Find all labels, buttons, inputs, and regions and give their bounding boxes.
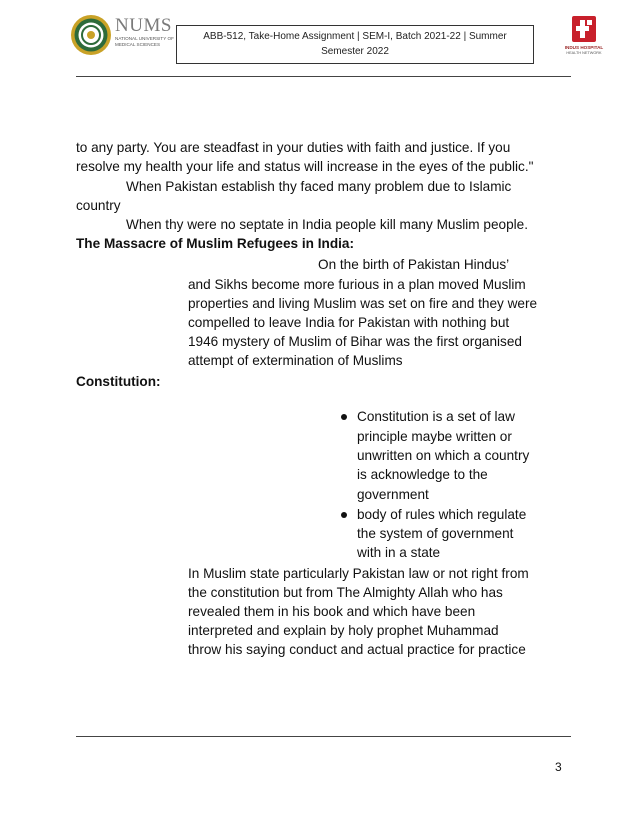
massacre-line-2: and Sikhs become more furious in a plan moved Muslim (188, 277, 526, 292)
closing-line-4: interpreted and explain by holy prophet Muhammad (188, 623, 499, 638)
assignment-header-line-1: ABB-512, Take-Home Assignment | SEM-I, Batch 2021-22 | Summer (203, 31, 507, 42)
quote-line-2: resolve my health your life and status will increase in the eyes of the public." (76, 159, 534, 174)
nums-seal-icon (70, 14, 112, 56)
assignment-header-line-2: Semester 2022 (321, 46, 389, 57)
paragraph-1-line-2: country (76, 198, 121, 213)
massacre-line-6: attempt of extermination of Muslims (188, 353, 403, 368)
bullet-2-line-2: the system of government (357, 526, 514, 541)
bullet-1-line-3: unwritten on which a country (357, 448, 530, 463)
massacre-line-4: compelled to leave India for Pakistan with nothing but (188, 315, 510, 330)
massacre-line-3: properties and living Muslim was set on fire and they were (188, 296, 538, 311)
nums-logo (70, 14, 174, 56)
closing-line-1: In Muslim state particularly Pakistan law or not right from (188, 566, 529, 581)
closing-line-5: throw his saying conduct and actual practice for practice (188, 642, 526, 657)
indus-logo (560, 14, 608, 58)
nums-subtitle: NATIONAL UNIVERSITY OF MEDICAL SCIENCES (115, 36, 174, 47)
indus-name: INDUS HOSPITAL (564, 45, 604, 50)
massacre-heading: The Massacre of Muslim Refugees in India: (76, 236, 354, 251)
constitution-heading: Constitution: (76, 374, 161, 389)
bullet-2-line-3: with in a state (357, 545, 441, 560)
indus-cross-icon (560, 14, 608, 44)
bullet-1-line-5: government (357, 487, 429, 502)
massacre-line-1: On the birth of Pakistan Hindus’ (318, 257, 510, 272)
paragraph-2: When thy were no septate in India people kill many Muslim people. (126, 217, 528, 232)
footer-rule (76, 736, 571, 737)
bullet-2-dot (341, 512, 347, 518)
page-number: 3 (555, 760, 562, 774)
header-rule (76, 76, 571, 77)
assignment-header (176, 25, 534, 64)
closing-line-2: the constitution but from The Almighty Allah who has (188, 585, 503, 600)
bullet-1-line-1: Constitution is a set of law (357, 409, 515, 424)
bullet-1-line-4: is acknowledge to the (357, 467, 488, 482)
paragraph-1-line-1: When Pakistan establish thy faced many problem due to Islamic (126, 179, 512, 194)
massacre-line-5: 1946 mystery of Muslim of Bihar was the first organised (188, 334, 522, 349)
indus-tagline: HEALTH NETWORK (566, 51, 602, 55)
closing-line-3: revealed them in his book and which have been (188, 604, 476, 619)
bullet-1-dot (341, 414, 347, 420)
bullet-2-line-1: body of rules which regulate (357, 507, 527, 522)
nums-name: NUMS (115, 15, 172, 36)
quote-line-1: to any party. You are steadfast in your duties with faith and justice. If you (76, 140, 511, 155)
bullet-1-line-2: principle maybe written or (357, 429, 512, 444)
